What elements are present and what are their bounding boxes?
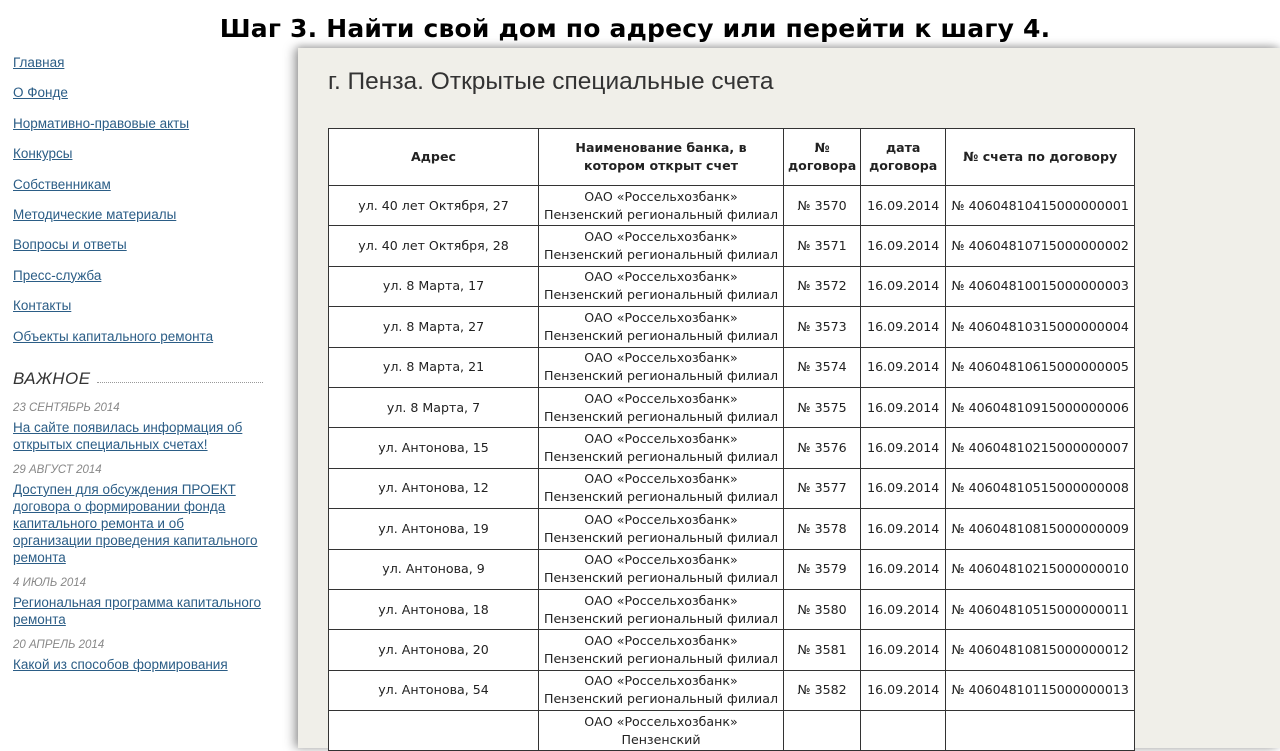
nav-link-home[interactable]: Главная [13, 55, 65, 70]
cell-contract [784, 711, 861, 751]
cell-account: № 40604810215000000007 [946, 428, 1135, 468]
cell-date: 16.09.2014 [861, 186, 946, 226]
important-section-header [13, 368, 263, 390]
cell-contract: № 3572 [784, 266, 861, 306]
cell-contract: № 3574 [784, 347, 861, 387]
cell-date [861, 711, 946, 751]
column-header-account-number: № счета по договору [946, 129, 1135, 186]
table-row [329, 387, 1135, 427]
cell-address: ул. Антонова, 18 [329, 589, 539, 629]
news-item [13, 401, 263, 453]
cell-bank: ОАО «Россельхозбанк» Пензенский региональный филиал [539, 226, 784, 266]
table-row [329, 711, 1135, 751]
nav-link-owners[interactable]: Собственникам [13, 176, 111, 192]
cell-contract: № 3578 [784, 509, 861, 549]
column-header-bank: Наименование банка, в котором открыт счет [539, 129, 784, 186]
cell-bank: ОАО «Россельхозбанк» Пензенский региональный филиал [539, 509, 784, 549]
cell-bank: ОАО «Россельхозбанк» Пензенский региональный филиал [539, 186, 784, 226]
cell-bank: ОАО «Россельхозбанк» Пензенский региональный филиал [539, 387, 784, 427]
news-link[interactable]: Какой из способов формирования [13, 656, 228, 672]
cell-address: ул. 8 Марта, 7 [329, 387, 539, 427]
cell-contract: № 3575 [784, 387, 861, 427]
news-item [13, 638, 263, 673]
cell-bank: ОАО «Россельхозбанк» Пензенский региональный филиал [539, 670, 784, 710]
cell-address: ул. Антонова, 12 [329, 468, 539, 508]
cell-address: ул. Антонова, 19 [329, 509, 539, 549]
news-list [13, 401, 263, 673]
cell-address: ул. Антонова, 9 [329, 549, 539, 589]
nav-link-about-fund[interactable]: О Фонде [13, 85, 68, 101]
table-row [329, 468, 1135, 508]
table-row [329, 670, 1135, 710]
cell-address [329, 711, 539, 751]
nav-link-repair-objects[interactable]: Объекты капитального ремонта [13, 328, 214, 344]
cell-bank: ОАО «Россельхозбанк» Пензенский региональный филиал [539, 307, 784, 347]
news-date: 23 СЕНТЯБРЬ 2014 [13, 401, 120, 414]
cell-bank: ОАО «Россельхозбанк» Пензенский региональный филиал [539, 630, 784, 670]
news-date: 4 ИЮЛЬ 2014 [13, 576, 87, 589]
cell-account: № 40604810815000000012 [946, 630, 1135, 670]
cell-date: 16.09.2014 [861, 428, 946, 468]
news-link[interactable]: На сайте появилась информация об открытых специальных счетах! [13, 419, 243, 452]
nav-link-press[interactable]: Пресс-служба [13, 267, 102, 283]
cell-account: № 40604810415000000001 [946, 186, 1135, 226]
nav-link-faq[interactable]: Вопросы и ответы [13, 237, 127, 253]
cell-date: 16.09.2014 [861, 266, 946, 306]
table-row [329, 428, 1135, 468]
cell-bank: ОАО «Россельхозбанк» Пензенский региональный филиал [539, 549, 784, 589]
cell-account: № 40604810515000000011 [946, 589, 1135, 629]
table-row [329, 307, 1135, 347]
header-dotted-divider [97, 382, 263, 383]
cell-address: ул. 40 лет Октября, 28 [329, 226, 539, 266]
page-title: г. Пенза. Открытые специальные счета [328, 68, 774, 95]
cell-date: 16.09.2014 [861, 549, 946, 589]
cell-contract: № 3570 [784, 186, 861, 226]
table-row [329, 226, 1135, 266]
table-row [329, 630, 1135, 670]
cell-date: 16.09.2014 [861, 347, 946, 387]
cell-address: ул. 40 лет Октября, 27 [329, 186, 539, 226]
nav-link-methodical-materials[interactable]: Методические материалы [13, 206, 177, 222]
column-header-address: Адрес [329, 129, 539, 186]
table-row [329, 589, 1135, 629]
cell-contract: № 3580 [784, 589, 861, 629]
table-row [329, 549, 1135, 589]
table-header-row [329, 129, 1135, 186]
slide-title: Шаг 3. Найти свой дом по адресу или перейти к шагу 4. [219, 14, 1051, 43]
table-row [329, 266, 1135, 306]
cell-account [946, 711, 1135, 751]
cell-address: ул. Антонова, 54 [329, 670, 539, 710]
cell-contract: № 3582 [784, 670, 861, 710]
table-row [329, 347, 1135, 387]
sidebar-nav [13, 54, 263, 358]
news-item [13, 576, 263, 628]
cell-bank: ОАО «Россельхозбанк» Пензенский региональный филиал [539, 347, 784, 387]
cell-account: № 40604810315000000004 [946, 307, 1135, 347]
column-header-contract-number: № договора [784, 129, 861, 186]
cell-account: № 40604810515000000008 [946, 468, 1135, 508]
news-date: 29 АВГУСТ 2014 [13, 463, 102, 476]
column-header-contract-date: дата договора [861, 129, 946, 186]
cell-address: ул. 8 Марта, 27 [329, 307, 539, 347]
cell-address: ул. 8 Марта, 17 [329, 266, 539, 306]
cell-date: 16.09.2014 [861, 630, 946, 670]
cell-account: № 40604810815000000009 [946, 509, 1135, 549]
cell-contract: № 3581 [784, 630, 861, 670]
cell-account: № 40604810115000000013 [946, 670, 1135, 710]
news-link[interactable]: Региональная программа капитального ремонта [13, 594, 261, 627]
cell-bank: ОАО «Россельхозбанк» Пензенский региональный филиал [539, 428, 784, 468]
cell-contract: № 3571 [784, 226, 861, 266]
cell-contract: № 3579 [784, 549, 861, 589]
cell-address: ул. Антонова, 20 [329, 630, 539, 670]
cell-date: 16.09.2014 [861, 670, 946, 710]
cell-date: 16.09.2014 [861, 468, 946, 508]
cell-date: 16.09.2014 [861, 509, 946, 549]
cell-bank: ОАО «Россельхозбанк» Пензенский региональный филиал [539, 266, 784, 306]
nav-link-tenders[interactable]: Конкурсы [13, 146, 73, 162]
cell-account: № 40604810015000000003 [946, 266, 1135, 306]
cell-date: 16.09.2014 [861, 589, 946, 629]
news-link[interactable]: Доступен для обсуждения ПРОЕКТ договора о формировании фонда капитального ремонта и об организации проведения капитального ремонта [13, 481, 258, 565]
cell-date: 16.09.2014 [861, 307, 946, 347]
cell-address: ул. 8 Марта, 21 [329, 347, 539, 387]
cell-address: ул. Антонова, 15 [329, 428, 539, 468]
important-title: ВАЖНОЕ [13, 368, 91, 388]
cell-contract: № 3576 [784, 428, 861, 468]
cell-account: № 40604810615000000005 [946, 347, 1135, 387]
cell-date: 16.09.2014 [861, 226, 946, 266]
special-accounts-table [328, 128, 1135, 751]
cell-date: 16.09.2014 [861, 387, 946, 427]
table-row [329, 186, 1135, 226]
cell-bank: ОАО «Россельхозбанк» Пензенский региональный филиал [539, 468, 784, 508]
cell-account: № 40604810915000000006 [946, 387, 1135, 427]
cell-bank: ОАО «Россельхозбанк» Пензенский региональный филиал [539, 589, 784, 629]
content-panel [298, 48, 1280, 748]
table-row [329, 509, 1135, 549]
nav-link-contacts[interactable]: Контакты [13, 298, 72, 314]
news-item [13, 463, 263, 566]
cell-account: № 40604810215000000010 [946, 549, 1135, 589]
cell-bank: ОАО «Россельхозбанк» Пензенский [539, 711, 784, 751]
sidebar [13, 54, 263, 683]
cell-account: № 40604810715000000002 [946, 226, 1135, 266]
news-date: 20 АПРЕЛЬ 2014 [13, 638, 105, 651]
cell-contract: № 3573 [784, 307, 861, 347]
cell-contract: № 3577 [784, 468, 861, 508]
nav-link-legal-acts[interactable]: Нормативно-правовые акты [13, 115, 190, 131]
